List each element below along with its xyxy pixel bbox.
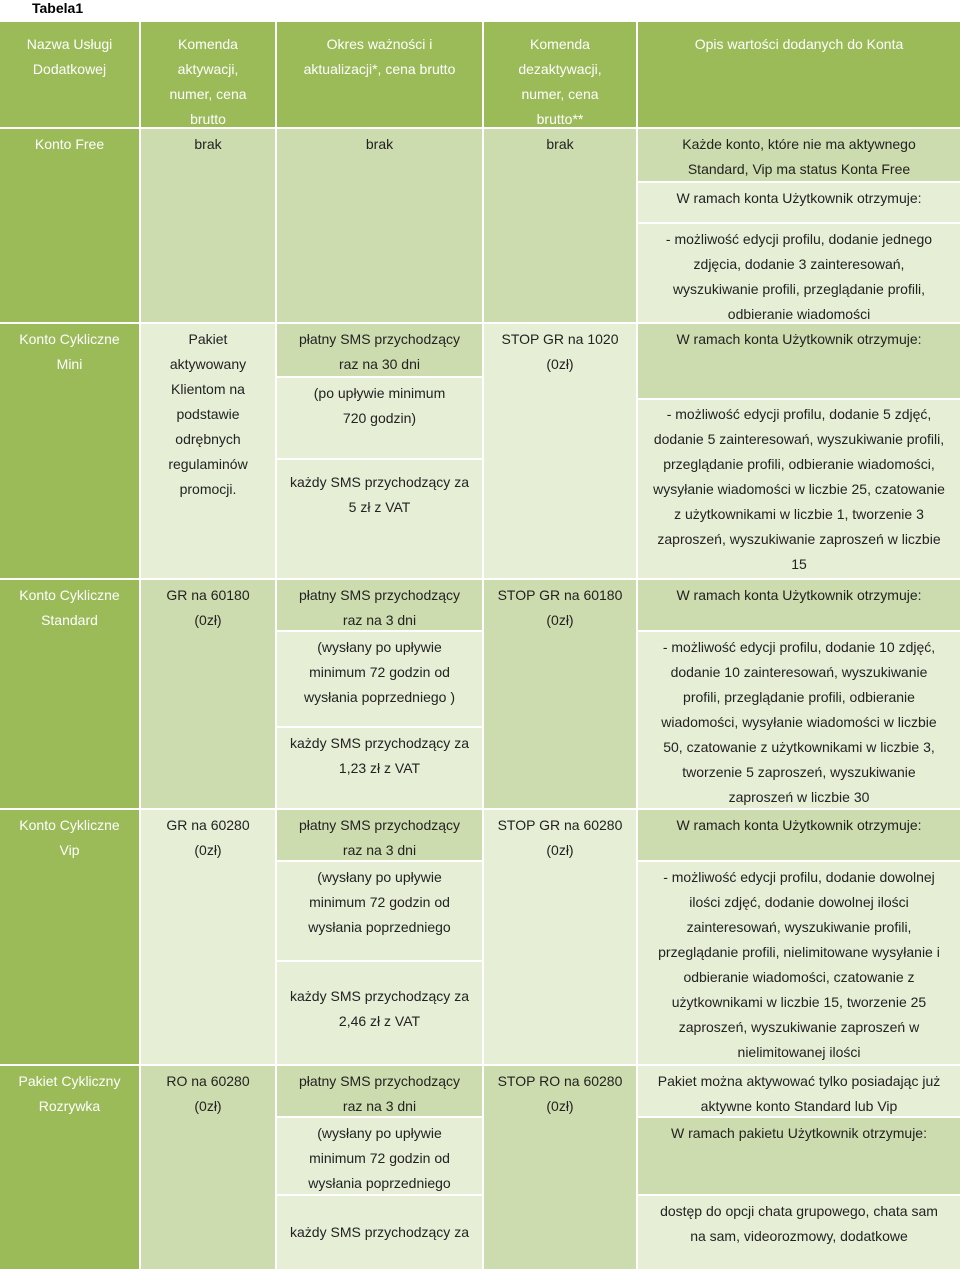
row-vip-after-line: wysłania poprzedniego [308,919,451,935]
row-mini-activation-line: podstawie [176,406,240,422]
row-vip-price-line: każdy SMS przychodzący za [290,988,469,1004]
row-rozrywka-name-line: Rozrywka [38,1098,101,1114]
row-mini-sms-line: płatny SMS przychodzący [298,331,461,347]
header-service-name [0,22,139,127]
header-description [638,22,960,127]
row-rozrywka-activation-line: RO na 60280 [166,1073,250,1089]
row-rozrywka-status-line: Pakiet można aktywować tylko posiadając już [657,1073,941,1089]
row-free-features-line: odbieranie wiadomości [727,306,871,322]
row-standard-after-line: minimum 72 godzin od [309,664,450,680]
row-rozrywka-deactivation [484,1066,636,1269]
row-standard-name-line: Standard [41,612,98,628]
row-free-activation-line: brak [194,136,222,152]
row-vip-deactivation-line: STOP GR na 60280 [497,817,623,833]
row-standard-features-line: tworzenie 5 zaproszeń, wyszukiwanie [682,764,916,780]
row-vip-features [638,862,960,1064]
row-mini-features-line: przeglądanie profili, odbieranie wiadomości, [663,456,935,472]
row-mini-deactivation-line: STOP GR na 1020 [501,331,619,347]
row-mini-name [0,324,139,578]
row-rozrywka-status-line: aktywne konto Standard lub Vip [700,1098,898,1114]
row-standard-features-line: profili, przeglądanie profili, odbieranie [683,689,915,705]
row-standard-features-line: wiadomości, wysyłanie wiadomości w liczbie [661,714,937,730]
row-rozrywka-after [277,1118,482,1194]
row-free-name-line: Konto Free [34,136,105,152]
row-mini-after-line: 720 godzin) [342,410,417,426]
row-mini-activation [141,324,275,578]
row-vip-intro [638,810,960,860]
row-free-status-line: Każde konto, które nie ma aktywnego [682,136,916,152]
row-mini-features [638,400,960,578]
row-standard-activation-line: (0zł) [194,612,222,628]
row-standard-features-line: 50, czatowanie z użytkownikami w liczbie 3, [663,739,935,755]
row-rozrywka-status [638,1066,960,1116]
row-rozrywka-activation-line: (0zł) [194,1098,222,1114]
row-vip-after-line: (wysłany po upływie [317,869,442,885]
row-standard-name [0,580,139,808]
row-free-period [277,129,482,322]
row-vip-deactivation-line: (0zł) [546,842,574,858]
row-vip-after [277,862,482,960]
row-vip-features-line: odbieranie wiadomości, czatowanie z [683,969,915,985]
row-standard-deactivation [484,580,636,808]
row-vip-after-line: minimum 72 godzin od [309,894,450,910]
row-mini-features-line: z użytkownikami w liczbie 1, tworzenie 3 [674,506,924,522]
row-standard-activation-line: GR na 60180 [166,587,250,603]
row-free-intro [638,183,960,222]
row-vip-features-line: zaproszeń, wyszukiwanie zaproszeń w [678,1019,920,1035]
row-vip-name-line: Vip [59,842,80,858]
row-vip-activation-line: (0zł) [194,842,222,858]
row-free-intro-line: W ramach konta Użytkownik otrzymuje: [676,190,922,206]
header-activation-line: numer, cena [169,86,247,102]
row-mini-features-line: zaproszeń, wyszukiwanie zaproszeń w liczbie [657,531,941,547]
header-deactivation-line: Komenda [530,36,590,52]
row-rozrywka-sms-line: płatny SMS przychodzący [298,1073,461,1089]
row-mini-deactivation [484,324,636,578]
row-standard-price-line: 1,23 zł z VAT [338,760,421,776]
header-description-line: Opis wartości dodanych do Konta [694,36,904,52]
row-free-features [638,224,960,322]
row-rozrywka-deactivation-line: (0zł) [546,1098,574,1114]
row-standard-features-line: dodanie 10 zainteresowań, wyszukiwanie [670,664,928,680]
row-mini-after-line: (po upływie minimum [313,385,446,401]
row-mini-price [277,460,482,578]
row-rozrywka-deactivation-line: STOP RO na 60280 [497,1073,623,1089]
row-free-features-line: - możliwość edycji profilu, dodanie jednego [665,231,933,247]
row-vip-intro-line: W ramach konta Użytkownik otrzymuje: [676,817,922,833]
row-vip-sms-line: płatny SMS przychodzący [298,817,461,833]
row-free-name [0,129,139,322]
row-mini-features-line: wysyłanie wiadomości w liczbie 25, czatowanie [653,481,945,497]
row-rozrywka-price-line: każdy SMS przychodzący za [290,1224,469,1240]
row-rozrywka-name [0,1066,139,1269]
row-vip-features-line: - możliwość edycji profilu, dodanie dowolnej [663,869,935,885]
row-standard-after [277,632,482,726]
row-rozrywka-features-line: dostęp do opcji chata grupowego, chata sam [660,1203,938,1219]
header-deactivation-line: dezaktywacji, [518,61,602,77]
row-standard-features-line: zaproszeń w liczbie 30 [728,789,870,805]
row-free-status-line: Standard, Vip ma status Konta Free [687,161,911,177]
header-service-name-line: Nazwa Usługi [26,36,113,52]
row-vip-name [0,810,139,1064]
row-rozrywka-name-line: Pakiet Cykliczny [18,1073,121,1089]
row-mini-activation-line: Pakiet [188,331,228,347]
row-rozrywka-sms [277,1066,482,1116]
header-period-line: aktualizacji*, cena brutto [303,61,456,77]
row-rozrywka-after-line: (wysłany po upływie [317,1125,442,1141]
row-standard-activation [141,580,275,808]
row-vip-price [277,962,482,1064]
row-mini-activation-line: regulaminów [168,456,248,472]
header-activation-line: brutto [190,111,226,127]
row-standard-price [277,728,482,808]
row-standard-after-line: wysłania poprzedniego ) [304,689,455,705]
row-vip-name-line: Konto Cykliczne [19,817,120,833]
row-vip-deactivation [484,810,636,1064]
row-mini-deactivation-line: (0zł) [546,356,574,372]
row-vip-activation-line: GR na 60280 [166,817,250,833]
row-rozrywka-intro-line: W ramach pakietu Użytkownik otrzymuje: [671,1125,927,1141]
row-mini-activation-line: Klientom na [171,381,245,397]
row-mini-activation-line: promocji. [179,481,237,497]
row-standard-features [638,632,960,808]
row-rozrywka-intro [638,1118,960,1194]
row-rozrywka-features-line: na sam, videorozmowy, dodatkowe [690,1228,908,1244]
row-mini-activation-line: odrębnych [175,431,241,447]
row-mini-features-line: 15 [791,556,807,572]
row-mini-name-line: Mini [56,356,83,372]
row-mini-price-line: 5 zł z VAT [348,499,411,515]
row-rozrywka-price [277,1196,482,1269]
row-rozrywka-features [638,1196,960,1269]
header-period [277,22,482,127]
row-mini-after [277,378,482,458]
row-vip-sms-line: raz na 3 dni [342,842,417,858]
header-deactivation-line: numer, cena [521,86,599,102]
row-rozrywka-sms-line: raz na 3 dni [342,1098,417,1114]
row-free-features-line: zdjęcia, dodanie 3 zainteresowań, [693,256,905,272]
row-standard-intro [638,580,960,630]
row-standard-price-line: każdy SMS przychodzący za [290,735,469,751]
row-mini-intro [638,324,960,398]
row-standard-sms-line: raz na 3 dni [342,612,417,628]
row-free-deactivation-line: brak [546,136,574,152]
row-mini-features-line: dodanie 5 zainteresowań, wyszukiwanie profili, [653,431,945,447]
row-mini-intro-line: W ramach konta Użytkownik otrzymuje: [676,331,922,347]
row-standard-features-line: - możliwość edycji profilu, dodanie 10 zdjęć, [662,639,936,655]
row-vip-features-line: nielimitowanej ilości [737,1044,861,1060]
row-mini-price-line: każdy SMS przychodzący za [290,474,469,490]
row-mini-features-line: - możliwość edycji profilu, dodanie 5 zdjęć, [666,406,932,422]
row-standard-deactivation-line: STOP GR na 60180 [497,587,623,603]
row-standard-sms [277,580,482,630]
header-period-line: Okres ważności i [326,36,433,52]
row-mini-name-line: Konto Cykliczne [19,331,120,347]
row-free-activation [141,129,275,322]
row-free-period-line: brak [365,136,394,152]
header-deactivation-line: brutto** [536,111,584,127]
row-vip-features-line: przeglądanie profili, nielimitowane wysyłanie i [658,944,940,960]
row-rozrywka-after-line: minimum 72 godzin od [309,1150,450,1166]
row-mini-sms-line: raz na 30 dni [339,356,420,372]
row-vip-sms [277,810,482,860]
row-vip-features-line: zainteresowań, wyszukiwanie profili, [686,919,912,935]
row-vip-activation [141,810,275,1064]
row-standard-after-line: (wysłany po upływie [317,639,442,655]
row-free-features-line: wyszukiwanie profili, przeglądanie profili, [672,281,926,297]
row-vip-price-line: 2,46 zł z VAT [338,1013,421,1029]
row-standard-deactivation-line: (0zł) [546,612,574,628]
row-standard-name-line: Konto Cykliczne [19,587,120,603]
row-free-deactivation [484,129,636,322]
row-vip-features-line: ilości zdjęć, dodanie dowolnej ilości [689,894,909,910]
row-rozrywka-activation [141,1066,275,1269]
header-service-name-line: Dodatkowej [32,61,107,77]
table-caption: Tabela1 [32,0,84,16]
row-rozrywka-after-line: wysłania poprzedniego [308,1175,451,1191]
row-standard-sms-line: płatny SMS przychodzący [298,587,461,603]
row-mini-activation-line: aktywowany [169,356,247,372]
row-vip-features-line: użytkownikami w liczbie 15, tworzenie 25 [671,994,927,1010]
row-mini-sms [277,324,482,376]
header-activation-line: aktywacji, [177,61,239,77]
header-activation-line: Komenda [178,36,238,52]
header-deactivation [484,22,636,127]
row-standard-intro-line: W ramach konta Użytkownik otrzymuje: [676,587,922,603]
header-activation [141,22,275,127]
row-free-status [638,129,960,181]
